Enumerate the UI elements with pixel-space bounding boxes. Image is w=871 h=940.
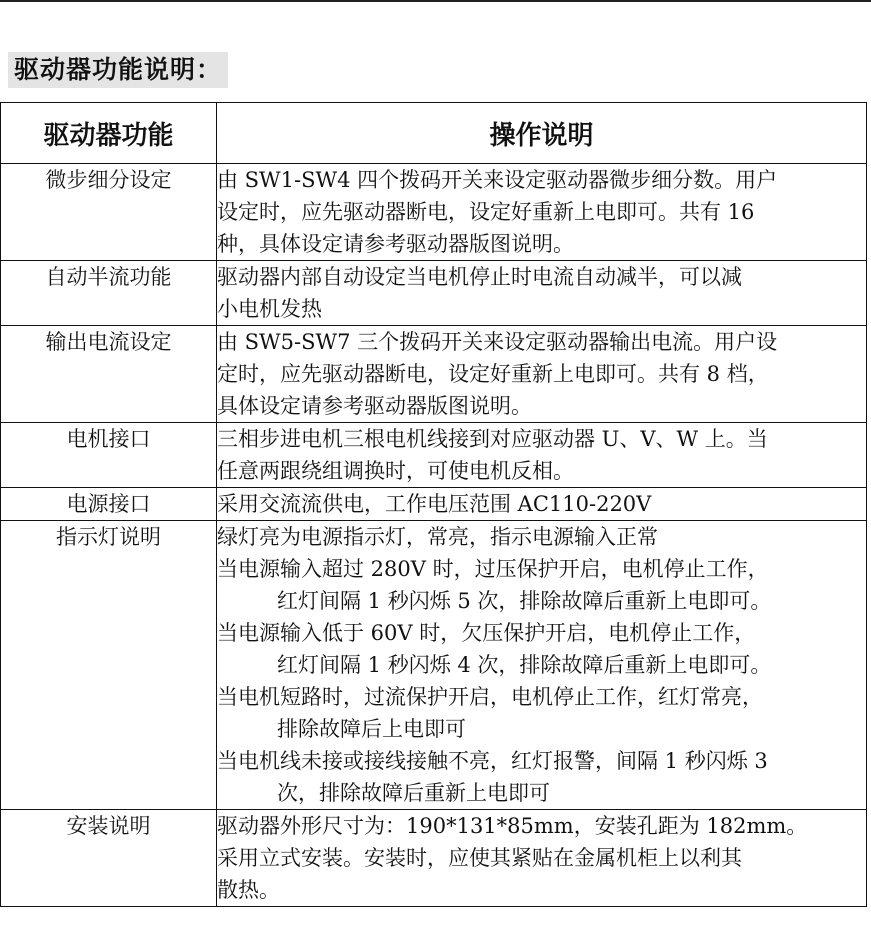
description-line: 散热。	[217, 878, 280, 902]
table-row	[1, 261, 867, 326]
description-line: 定时，应先驱动器断电，设定好重新上电即可。共有 8 档，	[217, 362, 769, 386]
function-cell: 输出电流设定	[1, 326, 217, 423]
table-row	[1, 810, 867, 907]
function-cell: 自动半流功能	[1, 261, 217, 326]
description-cell	[217, 423, 867, 488]
function-cell: 微步细分设定	[1, 164, 217, 261]
description-line: 由 SW5-SW7 三个拨码开关来设定驱动器输出电流。用户设	[217, 330, 778, 354]
table-row	[1, 326, 867, 423]
description-line: 当电机线未接或接线接触不亮，红灯报警，间隔 1 秒闪烁 3	[217, 749, 768, 773]
table-row	[1, 164, 867, 261]
description-line: 红灯间隔 1 秒闪烁 5 次，排除故障后重新上电即可。	[277, 589, 772, 613]
description-cell	[217, 810, 867, 907]
description-line: 排除故障后上电即可	[277, 717, 466, 741]
description-line: 当电源输入低于 60V 时，欠压保护开启，电机停止工作，	[217, 621, 756, 645]
description-line: 当电机短路时，过流保护开启，电机停止工作，红灯常亮，	[217, 685, 763, 709]
top-rule	[0, 0, 871, 2]
description-line: 采用立式安装。安装时，应使其紧贴在金属机柜上以利其	[217, 846, 742, 870]
section-heading: 驱动器功能说明：	[8, 52, 228, 88]
description-line: 红灯间隔 1 秒闪烁 4 次，排除故障后重新上电即可。	[277, 653, 772, 677]
description-line: 驱动器内部自动设定当电机停止时电流自动减半，可以减	[217, 265, 742, 289]
function-cell: 电机接口	[1, 423, 217, 488]
description-line: 由 SW1-SW4 四个拨码开关来设定驱动器微步细分数。用户	[217, 168, 778, 192]
header-function: 驱动器功能	[1, 103, 217, 164]
description-line: 任意两跟绕组调换时，可使电机反相。	[217, 459, 574, 483]
description-line: 三相步进电机三根电机线接到对应驱动器 U、V、W 上。当	[217, 427, 768, 451]
description-cell	[217, 261, 867, 326]
table-row	[1, 488, 867, 521]
driver-function-table	[0, 102, 867, 907]
description-line: 具体设定请参考驱动器版图说明。	[217, 394, 532, 418]
description-line: 种，具体设定请参考驱动器版图说明。	[217, 232, 574, 256]
table-row	[1, 521, 867, 810]
description-line: 设定时，应先驱动器断电，设定好重新上电即可。共有 16	[217, 200, 755, 224]
description-cell	[217, 488, 867, 521]
description-cell	[217, 326, 867, 423]
description-line: 采用交流流供电，工作电压范围 AC110-220V	[217, 492, 652, 516]
table-row	[1, 423, 867, 488]
table-header-row	[1, 103, 867, 164]
function-cell: 指示灯说明	[1, 521, 217, 810]
description-cell	[217, 521, 867, 810]
header-description: 操作说明	[217, 103, 867, 164]
description-line: 驱动器外形尺寸为：190*131*85mm，安装孔距为 182mm。	[217, 814, 808, 838]
description-cell	[217, 164, 867, 261]
function-cell: 安装说明	[1, 810, 217, 907]
function-cell: 电源接口	[1, 488, 217, 521]
description-line: 绿灯亮为电源指示灯，常亮，指示电源输入正常	[217, 525, 658, 549]
description-line: 当电源输入超过 280V 时，过压保护开启，电机停止工作，	[217, 557, 769, 581]
description-line: 小电机发热	[217, 297, 322, 321]
description-line: 次，排除故障后重新上电即可	[277, 781, 550, 805]
